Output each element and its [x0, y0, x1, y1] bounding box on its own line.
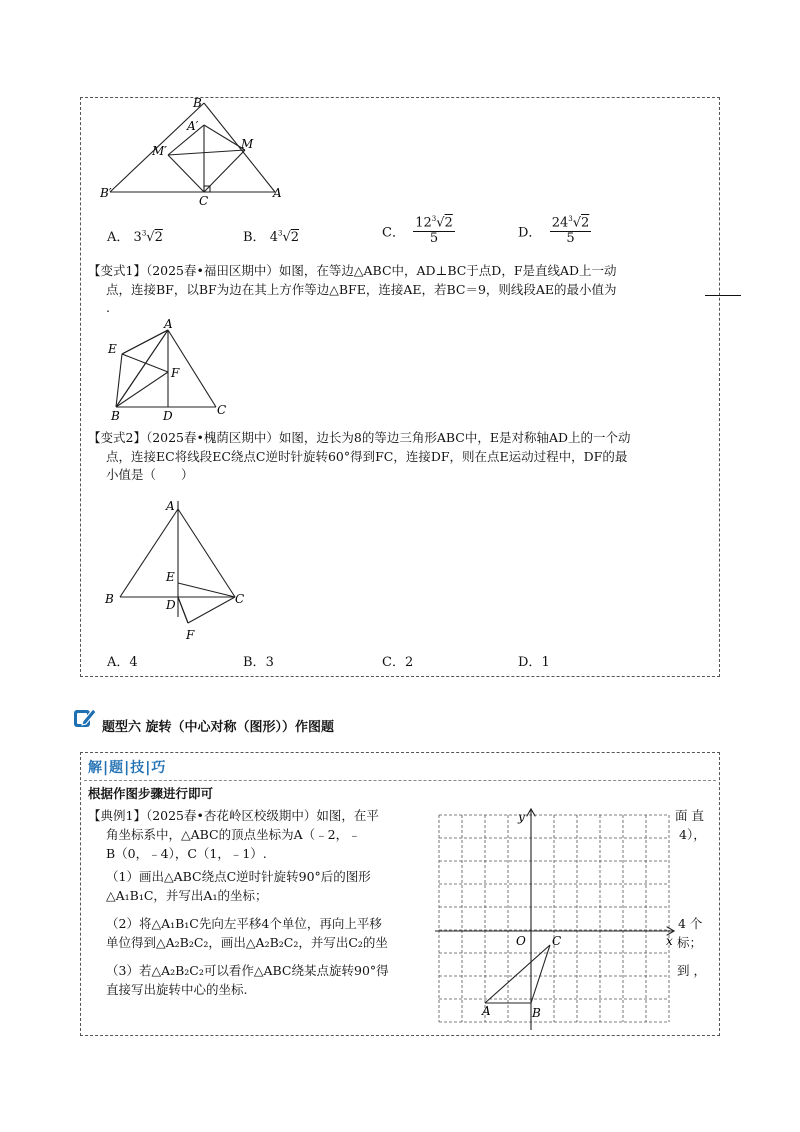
grid-label-o: O	[516, 934, 526, 948]
tips-underline	[84, 780, 716, 781]
right-fragment-2: 4），	[679, 827, 706, 842]
example-line1: 【典例1】（2025春•杏花岭区校级期中）如图，在平	[88, 808, 379, 823]
fig1-label-b-prime: B′	[100, 186, 112, 200]
fig1-label-b: B	[193, 96, 202, 110]
grid-label-y: y	[518, 810, 525, 824]
variant1-line3: .	[106, 300, 110, 315]
fig1-label-m-prime: M′	[152, 144, 168, 158]
fig1-label-a: A	[273, 186, 282, 200]
right-fragment-4: 标；	[677, 935, 703, 950]
v2-option-c: C．2	[382, 655, 414, 670]
option-b: B． $4^3√2$	[243, 229, 300, 245]
figure-variant1	[102, 316, 237, 424]
example-line3: B（0，﹣4），C（1，﹣1）.	[106, 846, 267, 861]
option-d: D． $\frac{24^3√2}{5}$	[518, 215, 590, 246]
fig3-label-b: B	[105, 592, 114, 606]
figure-rotation-triangles	[100, 95, 290, 210]
right-fragment-1: 面 直	[675, 808, 704, 823]
v2-option-d: D．1	[518, 655, 550, 670]
fig2-label-d: D	[163, 409, 173, 423]
grid-label-a: A	[482, 1004, 491, 1018]
example-q3-line2: 直接写出旋转中心的坐标.	[106, 982, 248, 997]
v2-option-b: B．3	[243, 655, 274, 670]
coordinate-grid	[430, 805, 680, 1033]
right-fragment-5: 到 ，	[677, 963, 706, 978]
fig3-label-c: C	[235, 592, 245, 606]
variant2-line3: 小值是（ ）	[106, 467, 194, 482]
fig2-label-f: F	[171, 366, 180, 380]
variant1-line2: 点，连接BF，以BF为边在其上方作等边△BFE，连接AE，若BC＝9，则线段AE的最小值为	[106, 282, 617, 297]
answer-blank	[705, 295, 741, 296]
fig2-label-b: B	[111, 409, 120, 423]
example-q1-line2: △A₁B₁C，并写出A₁的坐标；	[106, 888, 268, 903]
right-fragment-3: 4 个	[678, 916, 703, 931]
tips-text: 根据作图步骤进行即可	[88, 786, 214, 801]
fig1-label-c: C	[199, 194, 209, 208]
v2-option-a: A．4	[107, 655, 138, 670]
example-line2: 角坐标系中，△ABC的顶点坐标为A（﹣2，﹣	[106, 827, 361, 842]
variant2-line2: 点，连接EC将线段EC绕点C逆时针旋转60°得到FC，连接DF，则在点E运动过程中，DF的最	[106, 449, 628, 464]
example-q2-line1: （2）将△A₁B₁C先向左平移4个单位，再向上平移	[106, 916, 382, 931]
fig2-label-a: A	[164, 317, 173, 331]
variant2-line1: 【变式2】（2025春•槐荫区期中）如图，边长为8的等边三角形ABC中，E是对称轴AD上的一个动	[88, 430, 631, 445]
fig2-label-c: C	[217, 403, 227, 417]
example-q3-line1: （3）若△A₂B₂C₂可以看作△ABC绕某点旋转90°得	[106, 963, 389, 978]
fig3-label-f: F	[186, 628, 195, 642]
grid-label-b: B	[532, 1006, 541, 1020]
variant1-line1: 【变式1】（2025春•福田区期中）如图，在等边△ABC中，AD⊥BC于点D，F是直线AD上一动	[88, 263, 617, 278]
grid-label-x: x	[666, 934, 673, 948]
example-q1-line1: （1）画出△ABC绕点C逆时针旋转90°后的图形	[106, 869, 371, 884]
fig2-label-e: E	[108, 342, 117, 356]
fig1-label-m: M	[241, 137, 254, 151]
tips-label: 解|题|技|巧	[88, 760, 167, 776]
grid-label-c: C	[552, 934, 562, 948]
section-pen-icon	[73, 707, 97, 729]
fig3-label-a: A	[166, 499, 175, 513]
fig1-label-a-prime: A′	[187, 119, 199, 133]
example-q2-line2: 单位得到△A₂B₂C₂，画出△A₂B₂C₂，并写出C₂的坐	[106, 935, 388, 950]
section-title: 题型六 旋转（中心对称（图形））作图题	[102, 720, 335, 735]
option-a: A． $3^3√2$	[107, 229, 163, 245]
figure-variant2	[100, 495, 260, 645]
fig3-label-e: E	[166, 570, 175, 584]
fig3-label-d: D	[166, 598, 176, 612]
option-c: C． $\frac{12^3√2}{5}$	[382, 215, 453, 246]
